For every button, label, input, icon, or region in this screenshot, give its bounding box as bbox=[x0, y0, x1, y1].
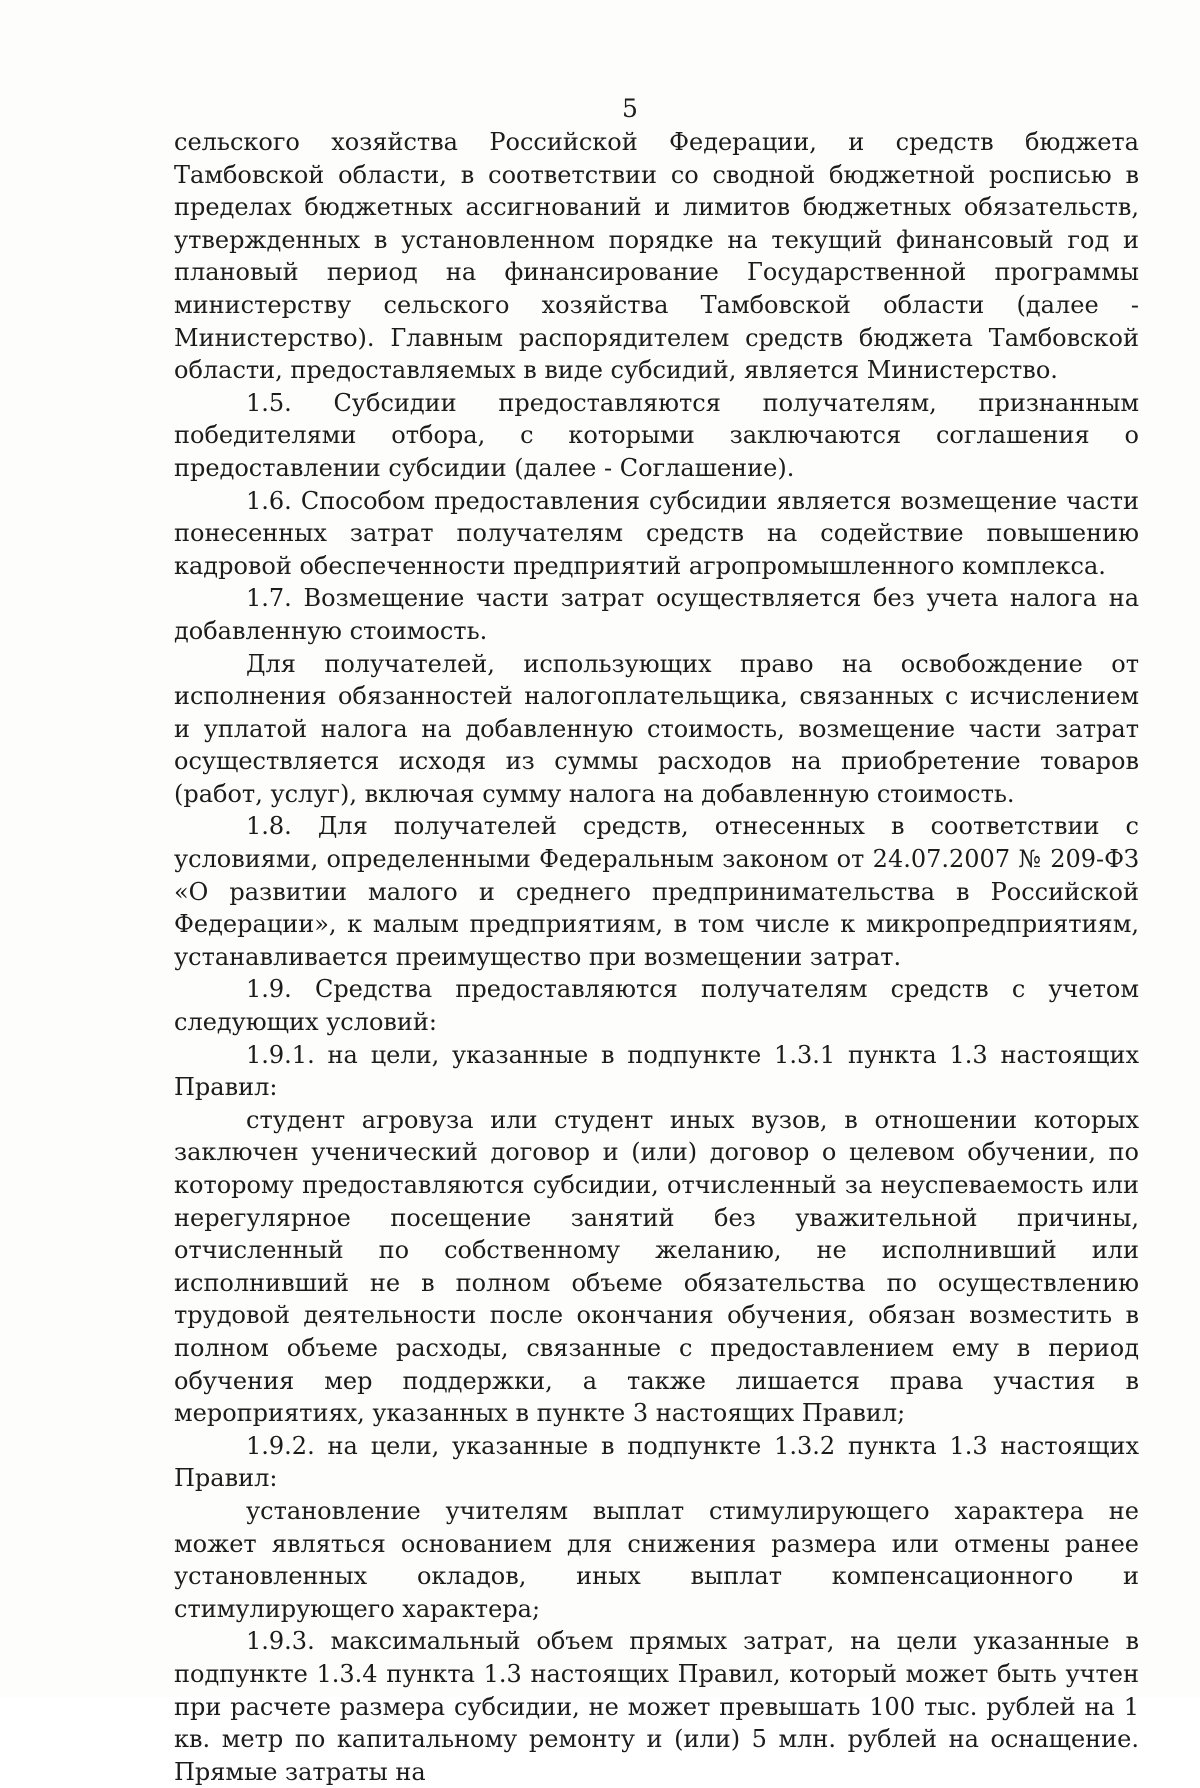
document-body bbox=[174, 126, 1139, 1788]
page-number: 5 bbox=[622, 94, 638, 123]
paragraph-1-9-3: 1.9.3. максимальный объем прямых затрат, на цели указанные в подпункте 1.3.4 пункта 1.3 настоящих Правил, который может быть учтен при расчете размера субсидии, не может превышать 100 тыс. рублей на 1 кв. метр по капитальному ремонту и (или) 5 млн. рублей на оснащение. Прямые затраты на bbox=[174, 1627, 1139, 1786]
paragraph-1-6: 1.6. Способом предоставления субсидии является возмещение части понесенных затрат получателям средств на содействие повышению кадровой обеспеченности предприятий агропромышленного комплекса. bbox=[174, 486, 1139, 580]
paragraph-1-9-2: 1.9.2. на цели, указанные в подпункте 1.3.2 пункта 1.3 настоящих Правил: bbox=[174, 1431, 1139, 1493]
paragraph-vat-exemption: Для получателей, использующих право на освобождение от исполнения обязанностей налогоплательщика, связанных с исчислением и уплатой налога на добавленную стоимость, возмещение части затрат осуществляется исходя из суммы расходов на приобретение товаров (работ, услуг), включая сумму налога на добавленную стоимость. bbox=[174, 649, 1139, 808]
paragraph-1-7: 1.7. Возмещение части затрат осуществляется без учета налога на добавленную стоимость. bbox=[174, 584, 1139, 645]
paragraph-1-5: 1.5. Субсидии предоставляются получателям, признанным победителями отбора, с которыми заключаются соглашения о предоставлении субсидии (далее - Соглашение). bbox=[174, 388, 1139, 482]
paragraph-1-9: 1.9. Средства предоставляются получателям средств с учетом следующих условий: bbox=[174, 975, 1139, 1037]
paragraph-1-8: 1.8. Для получателей средств, отнесенных в соответствии с условиями, определенными Федеральным законом от 24.07.2007 № 209-ФЗ «О развитии малого и среднего предпринимательства в Российской Федерации», к малым предприятиям, в том числе к микропредприятиям, устанавливается преимущество при возмещении затрат. bbox=[174, 812, 1139, 971]
paragraph-teacher-payments: установление учителям выплат стимулирующего характера не может являться основанием для снижения размера или отмены ранее установленных окладов, иных выплат компенсационного и стимулирующего характера; bbox=[174, 1496, 1139, 1623]
paragraph-1-9-1: 1.9.1. на цели, указанные в подпункте 1.3.1 пункта 1.3 настоящих Правил: bbox=[174, 1040, 1139, 1102]
paragraph-continuation: сельского хозяйства Российской Федерации, и средств бюджета Тамбовской области, в соответствии со сводной бюджетной росписью в пределах бюджетных ассигнований и лимитов бюджетных обязательств, утвержденных в установленном порядке на текущий финансовый год и плановый период на финансирование Государственной программы министерству сельского хозяйства Тамбовской области (далее - Министерство). Главным распорядителем средств бюджета Тамбовской области, предоставляемых в виде субсидий, является Министерство. bbox=[174, 128, 1139, 385]
paragraph-student-obligations: студент агровуза или студент иных вузов, в отношении которых заключен ученический договор и (или) договор о целевом обучении, по которому предоставляются субсидии, отчисленный за неуспеваемость или нерегулярное посещение занятий без уважительной причины, отчисленный по собственному желанию, не исполнивший или исполнивший не в полном объеме обязательства по осуществлению трудовой деятельности после окончания обучения, обязан возместить в полном объеме расходы, связанные с предоставлением ему в период обучения мер поддержки, а также лишается права участия в мероприятиях, указанных в пункте 3 настоящих Правил; bbox=[174, 1105, 1139, 1428]
